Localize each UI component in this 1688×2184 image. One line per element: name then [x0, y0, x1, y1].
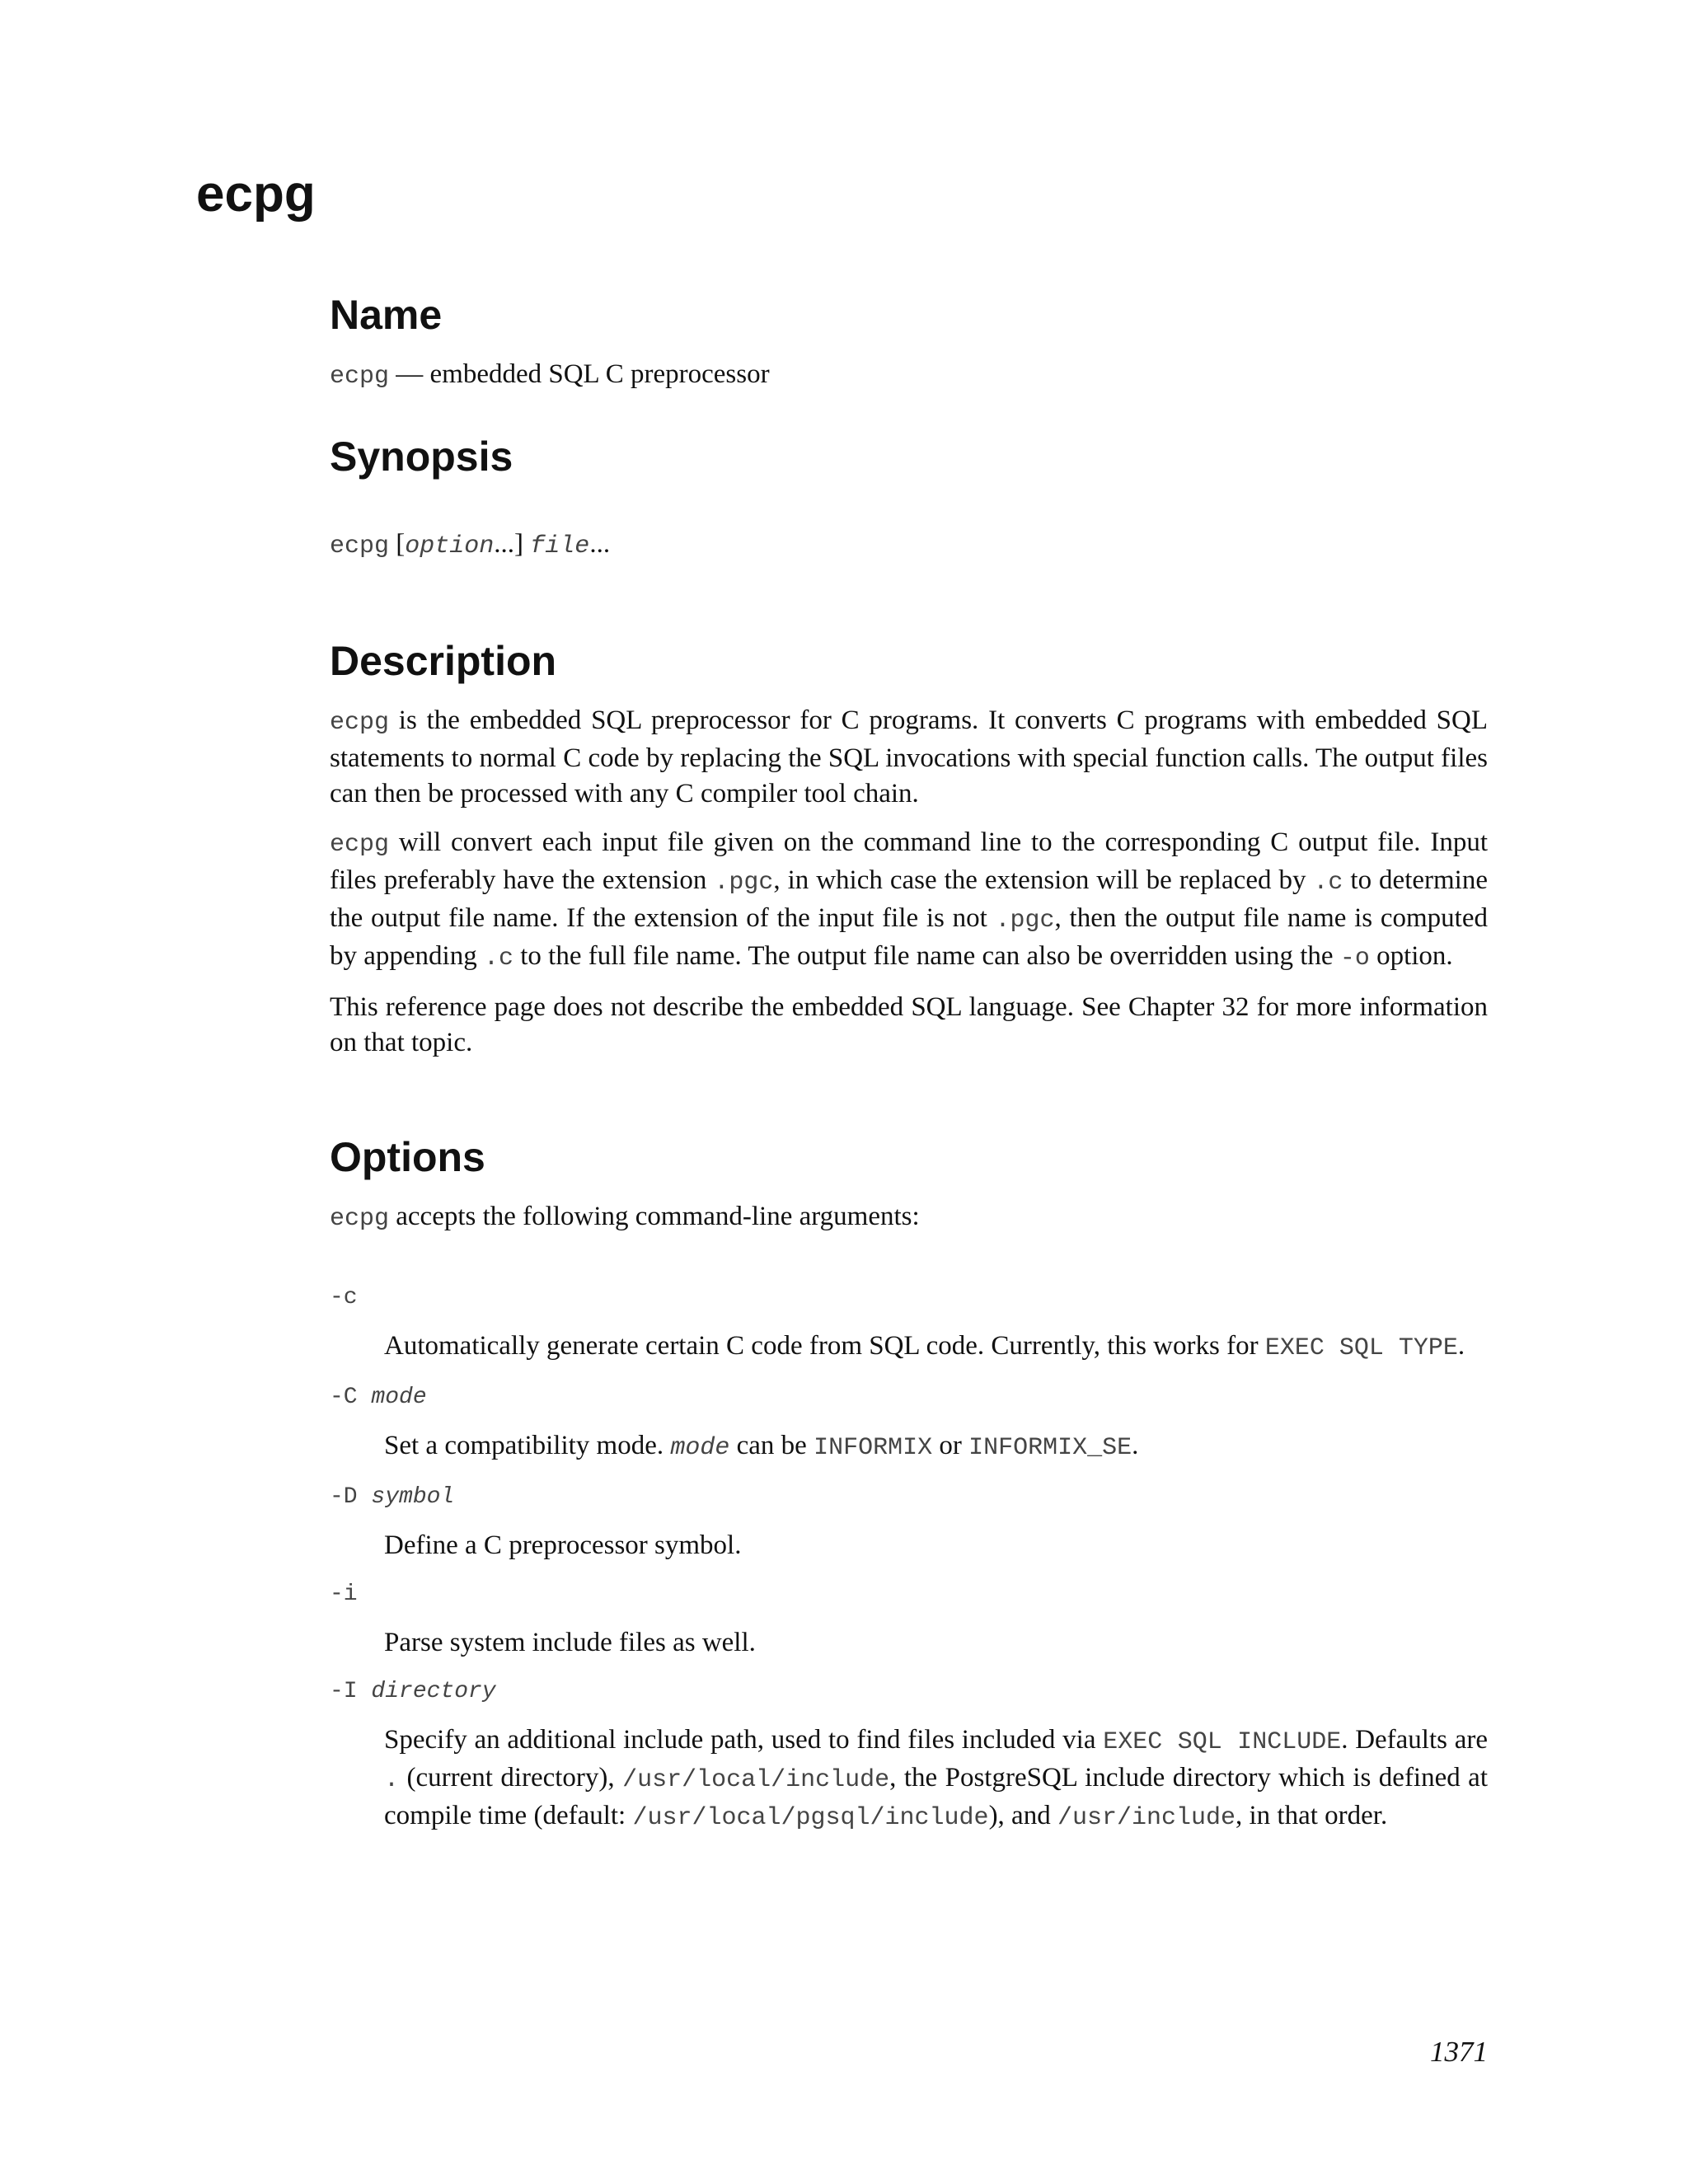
- description-paragraph-1: [330, 703, 1488, 812]
- desc-text: .: [1457, 1331, 1465, 1361]
- description-heading: Description: [330, 638, 557, 684]
- command-name: ecpg: [330, 363, 390, 391]
- option-arg: directory: [371, 1679, 496, 1704]
- option-i-term: [330, 1577, 1488, 1612]
- option-c-term: [330, 1280, 1488, 1315]
- options-section: [330, 1134, 1489, 1836]
- main-content: [330, 284, 1488, 1849]
- option-flag: -D: [330, 1484, 372, 1510]
- page-title: ecpg: [196, 166, 316, 223]
- paragraph-text: to the full file name. The output file name can also be overridden using the: [513, 941, 1340, 971]
- option-c-description: [384, 1329, 1488, 1366]
- synopsis-heading: Synopsis: [330, 434, 513, 480]
- code-text: INFORMIX_SE: [968, 1434, 1132, 1462]
- option-flag: -C: [330, 1385, 372, 1410]
- paragraph-text: , in which case the extension will be replaced by: [773, 865, 1314, 895]
- options-heading: Options: [330, 1134, 485, 1180]
- synopsis-bracket-open: [: [389, 529, 406, 559]
- desc-text: ), and: [988, 1801, 1057, 1830]
- paragraph-text: will convert each input file given on the command line to the corresponding C output file. Input files preferably have the extension: [330, 827, 1488, 895]
- code-text: /usr/local/pgsql/include: [632, 1804, 989, 1832]
- name-heading: Name: [330, 292, 443, 338]
- option-C-term: [330, 1380, 1488, 1415]
- description-paragraph-2: [330, 825, 1488, 977]
- synopsis-section: [330, 436, 1488, 565]
- code-text: INFORMIX: [814, 1434, 933, 1462]
- description-paragraph-3: This reference page does not describe the embedded SQL language. See Chapter 32 for more information on that topic.: [330, 992, 1488, 1057]
- option-arg: mode: [371, 1385, 427, 1410]
- option-C-description: [384, 1428, 1488, 1466]
- description-section: [330, 640, 1488, 1061]
- option-D-description: Define a C preprocessor symbol.: [384, 1530, 742, 1560]
- name-summary: [330, 357, 1488, 395]
- desc-text: Automatically generate certain C code from SQL code. Currently, this works for: [384, 1331, 1265, 1361]
- desc-text: , in that order.: [1236, 1801, 1388, 1830]
- code-text: EXEC SQL INCLUDE: [1103, 1728, 1342, 1756]
- desc-text: Specify an additional include path, used to find files included via: [384, 1725, 1104, 1755]
- option-i-description: Parse system include files as well.: [384, 1628, 756, 1657]
- paragraph-text: is the embedded SQL preprocessor for C programs. It converts C programs with embedded SQL statements to normal C code by replacing the SQL invocations with special function calls. The output files can then be processed with any C compiler tool chain.: [330, 705, 1488, 808]
- option-I-term: [330, 1674, 1488, 1709]
- paragraph-text: to determine the output file name. If the extension of the input file is not: [330, 865, 1488, 933]
- code-text: .: [384, 1766, 400, 1794]
- command-name: ecpg: [330, 831, 390, 859]
- intro-text: accepts the following command-line arguments:: [389, 1202, 920, 1231]
- command-name: ecpg: [330, 709, 390, 737]
- option-arg: mode: [670, 1434, 730, 1462]
- page-number: 1371: [1430, 2036, 1488, 2068]
- code-text: /usr/include: [1057, 1804, 1236, 1832]
- extension-c: .c: [483, 944, 513, 972]
- option-flag: -I: [330, 1679, 372, 1704]
- desc-text: .: [1132, 1431, 1139, 1460]
- desc-text: Set a compatibility mode.: [384, 1431, 671, 1460]
- option-I-description: [384, 1722, 1488, 1836]
- summary-text: — embedded SQL C preprocessor: [389, 359, 770, 389]
- option-flag: -o: [1339, 944, 1370, 972]
- options-list: [330, 1280, 1488, 1836]
- synopsis-trailing-ellipsis: ...: [589, 529, 611, 559]
- desc-text: , the PostgreSQL include directory which is defined at compile time (default:: [384, 1763, 1488, 1830]
- code-text: /usr/local/include: [622, 1766, 890, 1794]
- command-name: ecpg: [330, 1205, 390, 1233]
- extension-pgc: .pgc: [995, 907, 1055, 935]
- desc-text: can be: [729, 1431, 814, 1460]
- synopsis-command: ecpg: [330, 532, 390, 560]
- option-arg: symbol: [371, 1484, 455, 1510]
- synopsis-line: [330, 527, 1488, 565]
- synopsis-file: file: [530, 532, 590, 560]
- desc-text: (current directory),: [399, 1763, 623, 1793]
- option-flag: -c: [330, 1285, 358, 1310]
- synopsis-option: option: [405, 532, 495, 560]
- synopsis-ellipsis-close: ...]: [494, 529, 531, 559]
- extension-pgc: .pgc: [714, 869, 774, 897]
- option-flag: -i: [330, 1582, 358, 1607]
- name-section: [330, 294, 1488, 395]
- desc-text: . Defaults are: [1341, 1725, 1489, 1755]
- paragraph-text: option.: [1369, 941, 1453, 971]
- code-text: EXEC SQL TYPE: [1264, 1334, 1458, 1362]
- desc-text: or: [932, 1431, 969, 1460]
- option-D-term: [330, 1479, 1488, 1515]
- options-intro: [330, 1199, 1488, 1237]
- paragraph-text: , then the output file name is computed by appending: [330, 903, 1488, 971]
- extension-c: .c: [1313, 869, 1343, 897]
